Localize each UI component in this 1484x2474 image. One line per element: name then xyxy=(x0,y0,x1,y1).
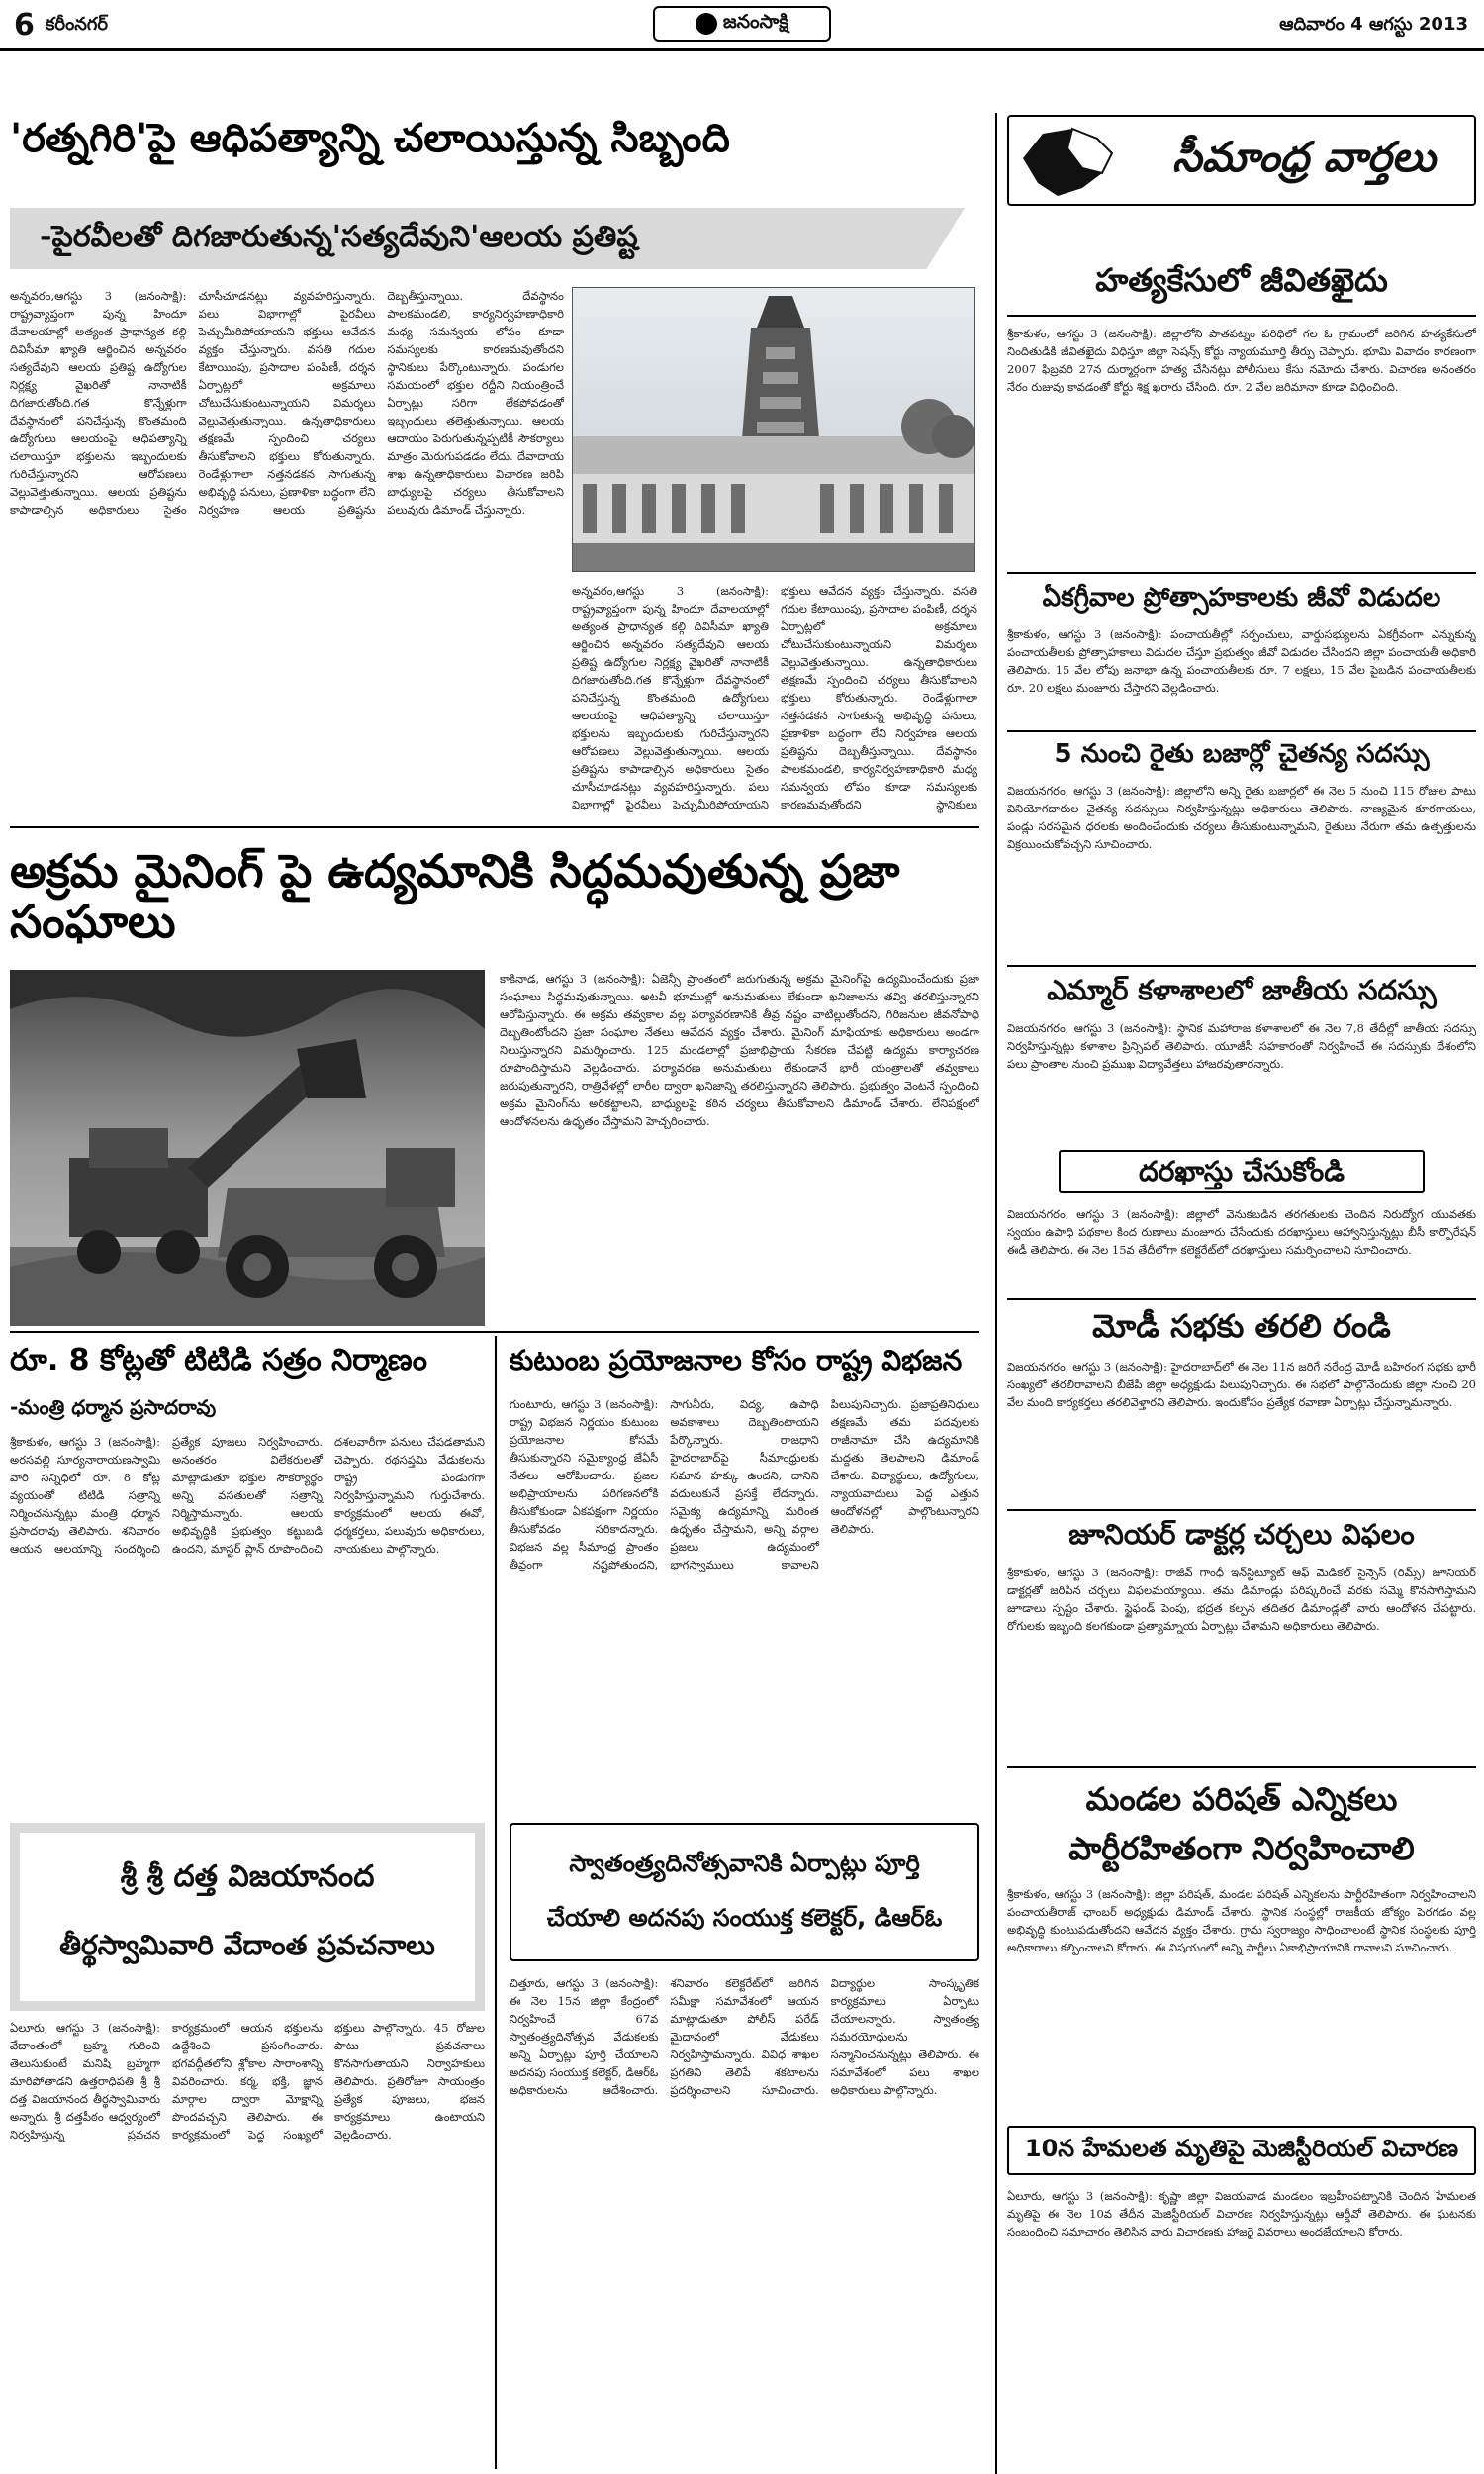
independence-body: చిత్తూరు, ఆగస్టు 3 (జనంసాక్షి): ఈ నెల 15న జిల్లా కేంద్రంలో నిర్వహించే 67వ స్వాతంత్ర్యదినోత్సవ వేడుకలకు అన్ని ఏర్పాట్లు పూర్తి చేయాలని అదనపు సంయుక్త కలెక్టర్, డిఆర్ఓ అధికారులను ఆదేశించారు. శనివారం కలెక్టరేట్‌లో జరిగిన సమీక్షా సమావేశంలో ఆయన మాట్లాడుతూ పోలీస్ పరేడ్ మైదానంలో వేడుకలు నిర్వహిస్తామన్నారు. వివిధ శాఖల ప్రగతిని తెలిపే శకటాలను ప్రదర్శించాలని సూచించారు. విద్యార్థుల సాంస్కృతిక కార్యక్రమాలు ఏర్పాటు చేయాలన్నారు. స్వాతంత్ర్య సమరయోధులను సన్మానించనున్నట్లు తెలిపారు. ఈ సమావేశంలో పలు శాఖల అధికారులు పాల్గొన్నారు. xyxy=(510,1976,979,2097)
datta-body: ఏలూరు, ఆగస్టు 3 (జనంసాక్షి): వేదాంతంలో బ్రహ్మ గురించి తెలుసుకుంటే మనిషి బ్రహ్మగా మారిపోతాడని ఉత్తరాధిపతి శ్రీ శ్రీ దత్త విజయానంద తీర్థస్వామివారు అన్నారు. శ్రీ దత్తపీఠం ఆధ్వర్యంలో నిర్వహిస్తున్న ప్రవచన కార్యక్రమంలో ఆయన భక్తులను ఉద్దేశించి ప్రసంగించారు. భగవద్గీతలోని శ్లోకాల సారాంశాన్ని వివరించారు. కర్మ, భక్తి, జ్ఞాన మార్గాల ద్వారా మోక్షాన్ని పొందవచ్చని తెలిపారు. ఈ కార్యక్రమంలో పెద్ద సంఖ్యలో భక్తులు పాల్గొన్నారు. 45 రోజుల పాటు ప్రవచనాలు కొనసాగుతాయని నిర్వాహకులు తెలిపారు. ప్రతిరోజూ సాయంత్రం ప్రత్యేక పూజలు, భజన కార్యక్రమాలు ఉంటాయని వెల్లడించారు. xyxy=(10,2021,485,2141)
datta-title-box xyxy=(20,1833,475,2001)
ratnagiri-subhead: -పైరవీలతో దిగజారుతున్న'సత్యదేవుని'ఆలయ ప్రతిష్ట xyxy=(40,220,638,254)
ttd-headline: రూ. 8 కోట్లతో టిటిడి సత్రం నిర్మాణం xyxy=(10,1343,427,1378)
mining-excavator-photo xyxy=(10,970,485,1326)
sidebar-story-title-line1: మండల పరిషత్ ఎన్నికలు xyxy=(1085,1780,1398,1818)
temple-photo xyxy=(572,287,975,572)
divider xyxy=(10,1331,979,1333)
datta-headline-line1: శ్రీ శ్రీ దత్త విజయానంద xyxy=(120,1859,375,1894)
divider xyxy=(10,826,979,828)
logo-text: జనంసాక్షి xyxy=(722,10,789,33)
andhra-map-icon xyxy=(1013,119,1132,204)
issue-date: ఆదివారం 4 ఆగస్టు 2013 xyxy=(1279,14,1468,35)
sidebar-story-title: మోడీ సభకు తరలి రండి xyxy=(1092,1307,1391,1345)
ttd-byline: -మంత్రి ధర్మాన ప్రసాదరావు xyxy=(10,1395,217,1419)
sidebar-story-title: 5 నుంచి రైతు బజార్లో చైతన్య సదస్సు xyxy=(1054,739,1430,769)
sidebar-story-title: 10న హేమలత మృతిపై మెజిస్టీరియల్ విచారణ xyxy=(1024,2135,1459,2162)
sidebar-story-title: హత్యకేసులో జీవితఖైదు xyxy=(1095,261,1388,299)
ratnagiri-body-continued: అన్నవరం,ఆగస్టు 3 (జనంసాక్షి): రాష్ట్రవ్యాప్తంగా పున్న హిందూ దేవాలయాల్లో అత్యంత ప్రాధాన్యత కల్గి దివిసీమా ఖ్యాతి ఆర్జించిన అన్నవరం సత్యదేవుని ఆలయ ప్రతిష్ట ఉద్యోగుల నిర్లక్ష్య వైఖరితో నానాటికీ దిగజారుతోంది.గత కొన్నేళ్లుగా దేవస్థానంలో పనిచేస్తున్న కొంతమంది ఉద్యోగులు ఆలయంపై ఆధిపత్యాన్ని చలాయిస్తూ భక్తులను ఇబ్బందులకు గురిచేస్తున్నారని ఆరోపణలు వెల్లువెత్తుతున్నాయి. ఆలయ ప్రతిష్టను కాపాడాల్సిన అధికారులు సైతం చూసీచూడనట్లు వ్యవహరిస్తున్నారు. పలు విభాగాల్లో పైరవీలు పెచ్చుమీరిపోయాయని భక్తులు ఆవేదన వ్యక్తం చేస్తున్నారు. వసతి గదుల కేటాయింపు, ప్రసాదాల పంపిణీ, దర్శన ఏర్పాట్లలో అక్రమాలు చోటుచేసుకుంటున్నాయని విమర్శలు వెల్లువెత్తుతున్నాయి. ఉన్నతాధికారులు తక్షణమే స్పందించి చర్యలు తీసుకోవాలని భక్తులు కోరుతున్నారు. రెండేళ్లుగాలా నత్తనడకన సాగుతున్న అభివృద్ధి పనులు, ప్రణాళికా బద్ధంగా లేని నిర్వహణ ఆలయ ప్రతిష్టను దెబ్బతీస్తున్నాయి. దేవస్థానం పాలకమండలి, కార్యనిర్వహణాధికారి మధ్య సమన్వయ లోపం కూడా సమస్యలకు కారణమవుతోందని స్థానికులు xyxy=(572,584,977,811)
divider xyxy=(1007,965,1476,967)
sidebar-story-title: దరఖాస్తు చేసుకోండి xyxy=(1059,1150,1425,1193)
divider xyxy=(1007,1298,1476,1300)
edition-name: కరీంనగర్ xyxy=(46,14,108,35)
sidebar-story-body: విజయనగరం, ఆగస్టు 3 (జనంసాక్షి): హైదరాబాద్‌లో ఈ నెల 11న జరిగే నరేంద్ర మోడీ బహిరంగ సభకు భారీ సంఖ్యలో తరలిరావాలని బీజేపీ జిల్లా అధ్యక్షుడు పిలుపునిచ్చారు. ఈ సభలో పాల్గొనేందుకు జిల్లా నుంచి 20 వేల మంది కార్యకర్తలు తరలివెళ్తారని తెలిపారు. ఇందుకోసం ప్రత్యేక రవాణా ఏర్పాట్లు చేస్తున్నామన్నారు. xyxy=(1007,1360,1476,1409)
divider xyxy=(1007,1766,1476,1768)
sidebar-story-body: శ్రీకాకుళం, ఆగస్టు 3 (జనంసాక్షి): పంచాయతీల్లో సర్పంచులు, వార్డుసభ్యులను ఏకగ్రీవంగా ఎన్నుకున్న పంచాయతీలకు ప్రోత్సాహకాలు విడుదల చేస్తూ ప్రభుత్వం జీవో విడుదల చేసిందని జిల్లా పంచాయతీ అధికారి తెలిపారు. 15 వేల లోపు జనాభా ఉన్న పంచాయతీలకు రూ. 7 లక్షలు, 15 వేల పైబడిన పంచాయతీలకు రూ. 20 లక్షలు మంజూరు చేస్తారని వెల్లడించారు. xyxy=(1007,627,1476,695)
divider xyxy=(1007,730,1476,732)
seemandhra-banner xyxy=(1007,115,1476,206)
sidebar-story-body: శ్రీకాకుళం, ఆగస్టు 3 (జనంసాక్షి): రాజీవ్ గాంధీ ఇన్‌స్టిట్యూట్ ఆఫ్ మెడికల్ సైన్సెస్ (రిమ్స్) జూనియర్ డాక్టర్లతో జరిపిన చర్చలు విఫలమయ్యాయి. తమ డిమాండ్లు పరిష్కరించే వరకు సమ్మె కొనసాగిస్తామని జూడాలు స్పష్టం చేశారు. స్టైఫండ్ పెంపు, భద్రత కల్పన తదితర డిమాండ్లతో వారు ఆందోళన చేపట్టారు. రోగులకు ఇబ్బంది కలగకుండా ప్రత్యామ్నాయ ఏర్పాట్లు చేశామని అధికారులు తెలిపారు. xyxy=(1007,1566,1476,1633)
sidebar-story-body: విజయనగరం, ఆగస్టు 3 (జనంసాక్షి): జిల్లాలో వెనుకబడిన తరగతులకు చెందిన నిరుద్యోగ యువతకు స్వయం ఉపాధి పథకాల కింద రుణాలు మంజూరు చేసేందుకు దరఖాస్తులు ఆహ్వానిస్తున్నట్లు బీసీ కార్పొరేషన్ ఈడీ తెలిపారు. ఈ నెల 15వ తేదీలోగా కలెక్టరేట్‌లో దరఖాస్తులు సమర్పించాలని సూచించారు. xyxy=(1007,1207,1476,1257)
independence-headline-line2: చేయాలి అదనపు సంయుక్త కలెక్టర్, డిఆర్ఓ xyxy=(546,1904,943,1932)
newspaper-logo xyxy=(653,6,831,42)
page-number: 6 xyxy=(14,8,35,43)
sidebar-story-body: విజయనగరం, ఆగస్టు 3 (జనంసాక్షి): జిల్లాలోని అన్ని రైతు బజార్లలో ఈ నెల 5 నుంచి 115 రోజుల పాటు వినియోగదారుల చైతన్య సదస్సులు నిర్వహిస్తున్నట్లు అధికారులు తెలిపారు. నాణ్యమైన కూరగాయలు, పండ్లు సరసమైన ధరలకు అందించేందుకు చర్యలు తీసుకుంటున్నామని, రైతులు నేరుగా తమ ఉత్పత్తులను విక్రయించుకోవచ్చని సూచించారు. xyxy=(1007,784,1476,851)
sidebar-story-title: ఏకగ్రీవాల ప్రోత్సాహకాలకు జీవో విడుదల xyxy=(1042,583,1441,613)
masthead xyxy=(0,0,1484,51)
datta-headline-line2: తీర్థస్వామివారి వేదాంత ప్రవచనాలు xyxy=(59,1929,435,1961)
seemandhra-banner-title: సీమాంధ్ర వార్తలు xyxy=(1172,133,1436,181)
temple-photo-image xyxy=(573,288,975,572)
divider xyxy=(1007,1509,1476,1511)
ratnagiri-body: అన్నవరం,ఆగస్టు 3 (జనంసాక్షి): రాష్ట్రవ్యాప్తంగా పున్న హిందూ దేవాలయాల్లో అత్యంత ప్రాధాన్యత కల్గి దివిసీమా ఖ్యాతి ఆర్జించిన అన్నవరం సత్యదేవుని ఆలయ ప్రతిష్ట ఉద్యోగుల నిర్లక్ష్య వైఖరితో నానాటికీ దిగజారుతోంది.గత కొన్నేళ్లుగా దేవస్థానంలో పనిచేస్తున్న కొంతమంది ఉద్యోగులు ఆలయంపై ఆధిపత్యాన్ని చలాయిస్తూ భక్తులను ఇబ్బందులకు గురిచేస్తున్నారని ఆరోపణలు వెల్లువెత్తుతున్నాయి. ఆలయ ప్రతిష్టను కాపాడాల్సిన అధికారులు సైతం చూసీచూడనట్లు వ్యవహరిస్తున్నారు. పలు విభాగాల్లో పైరవీలు పెచ్చుమీరిపోయాయని భక్తులు ఆవేదన వ్యక్తం చేస్తున్నారు. వసతి గదుల కేటాయింపు, ప్రసాదాల పంపిణీ, దర్శన ఏర్పాట్లలో అక్రమాలు చోటుచేసుకుంటున్నాయని విమర్శలు వెల్లువెత్తుతున్నాయి. ఉన్నతాధికారులు తక్షణమే స్పందించి చర్యలు తీసుకోవాలని భక్తులు కోరుతున్నారు. రెండేళ్లుగాలా నత్తనడకన సాగుతున్న అభివృద్ధి పనులు, ప్రణాళికా బద్ధంగా లేని నిర్వహణ ఆలయ ప్రతిష్టను దెబ్బతీస్తున్నాయి. దేవస్థానం పాలకమండలి, కార్యనిర్వహణాధికారి మధ్య సమన్వయ లోపం కూడా సమస్యలకు కారణమవుతోందని స్థానికులు పేర్కొంటున్నారు. పండుగల సమయంలో భక్తుల రద్దీని నియంత్రించే ఏర్పాట్లు సరిగా లేకపోవడంతో ఇబ్బందులు తలెత్తుతున్నాయి. ఆలయ ఆదాయం పెరుగుతున్నప్పటికీ సౌకర్యాలు మాత్రం మెరుగుపడడం లేదు. దేవాదాయ శాఖ ఉన్నతాధికారులు విచారణ జరిపి బాధ్యులపై చర్యలు తీసుకోవాలని పలువురు డిమాండ్ చేస్తున్నారు. xyxy=(10,289,564,517)
mining-photo-image xyxy=(10,970,485,1326)
ttd-body: శ్రీకాకుళం, ఆగస్టు 3 (జనంసాక్షి): అరసవల్లి సూర్యనారాయణస్వామి వారి సన్నిధిలో రూ. 8 కోట్ల వ్యయంతో టిటిడి సత్రాన్ని నిర్మించనున్నట్లు మంత్రి ధర్మాన ప్రసాదరావు తెలిపారు. శనివారం ఆయన ఆలయాన్ని సందర్శించి ప్రత్యేక పూజలు నిర్వహించారు. అనంతరం విలేకరులతో మాట్లాడుతూ భక్తుల సౌకర్యార్థం అన్ని వసతులతో సత్రాన్ని నిర్మిస్తామన్నారు. ఆలయ అభివృద్ధికి ప్రభుత్వం కట్టుబడి ఉందని, మాస్టర్ ప్లాన్ రూపొందించి దశలవారీగా పనులు చేపడతామని చెప్పారు. రథసప్తమి వేడుకలను రాష్ట్ర పండుగగా నిర్వహిస్తున్నామని గుర్తుచేశారు. కార్యక్రమంలో ఆలయ ఈవో, ధర్మకర్తలు, పలువురు అధికారులు, నాయకులు పాల్గొన్నారు. xyxy=(10,1435,485,1556)
sidebar-story-title: ఎమ్మార్ కళాశాలలో జాతీయ సదస్సు xyxy=(1047,974,1437,1006)
mining-body: కాకినాడ, ఆగస్టు 3 (జనంసాక్షి): ఏజెన్సీ ప్రాంతంలో జరుగుతున్న అక్రమ మైనింగ్‌పై ఉద్యమించేందుకు ప్రజా సంఘాలు సిద్ధమవుతున్నాయి. అటవీ భూముల్లో అనుమతులు లేకుండా ఖనిజాలను తవ్వి తరలిస్తున్నారని ఆరోపిస్తున్నారు. ఈ అక్రమ తవ్వకాల వల్ల పర్యావరణానికి తీవ్ర నష్టం వాటిల్లుతోందని, గిరిజనుల జీవనోపాధి దెబ్బతింటోందని ప్రజా సంఘాల నేతలు ఆవేదన వ్యక్తం చేశారు. మైనింగ్ మాఫియాకు అధికారులు అండగా నిలుస్తున్నారని విమర్శించారు. 125 మండలాల్లో ప్రజాభిప్రాయ సేకరణ చేపట్టి ఉద్యమ కార్యాచరణ రూపొందిస్తామని వెల్లడించారు. పర్యావరణ అనుమతులు లేకుండానే భారీ యంత్రాలతో తవ్వకాలు జరుపుతున్నారని, రాత్రివేళల్లో లారీల ద్వారా ఖనిజాన్ని తరలిస్తున్నారని తెలిపారు. ప్రభుత్వం వెంటనే స్పందించి అక్రమ మైనింగ్‌ను అరికట్టాలని, బాధ్యులపై కఠిన చర్యలు తీసుకోవాలని డిమాండ్ చేశారు. లేనిపక్షంలో ఆందోళనలను ఉధృతం చేస్తామని హెచ్చరించారు. xyxy=(500,972,979,1128)
ratnagiri-headline: 'రత్నగిరి'పై ఆధిపత్యాన్ని చలాయిస్తున్న సిబ్బంది xyxy=(10,116,730,161)
column-divider xyxy=(495,1336,497,2469)
divider xyxy=(1007,315,1476,317)
independence-title-box xyxy=(510,1823,979,1961)
logo-mark-icon xyxy=(696,13,717,35)
sidebar-story-body: శ్రీకాకుళం, ఆగస్టు 3 (జనంసాక్షి): జిల్లా పరిషత్, మండల పరిషత్ ఎన్నికలను పార్టీరహితంగా నిర్వహించాలని పంచాయతీరాజ్ ఛాంబర్ అధ్యక్షుడు డిమాండ్ చేశారు. స్థానిక సంస్థల్లో రాజకీయ జోక్యం పెరగడం వల్ల అభివృద్ధి కుంటుపడుతోందని ఆవేదన వ్యక్తం చేశారు. గ్రామ స్వరాజ్యం సాధించాలంటే స్థానిక సంస్థలకు పూర్తి అధికారాలు కల్పించాలని కోరారు. ఈ విషయంలో అన్ని పార్టీలు ఏకాభిప్రాయానికి రావాలని సూచించారు. xyxy=(1007,1887,1476,1954)
divider xyxy=(1007,572,1476,574)
mining-headline: అక్రమ మైనింగ్ పై ఉద్యమానికి సిద్ధమవుతున్న ప్రజా సంఘాలు xyxy=(10,844,900,948)
sidebar-story-title: జూనియర్ డాక్టర్ల చర్చలు విఫలం xyxy=(1068,1518,1415,1551)
division-headline: కుటుంబ ప్రయోజనాల కోసం రాష్ట్ర విభజన xyxy=(510,1344,963,1377)
sidebar-story-body: ఏలూరు, ఆగస్టు 3 (జనంసాక్షి): కృష్ణా జిల్లా విజయవాడ మండలం ఇబ్రహీంపట్నానికి చెందిన హేమలత మృతిపై ఈ నెల 10వ తేదీన మెజిస్టీరియల్ విచారణ నిర్వహిస్తున్నట్లు ఆర్డీవో తెలిపారు. ఈ ఘటనకు సంబంధించి సమాచారం తెలిసిన వారు విచారణకు హాజరై వివరాలు అందజేయాలని కోరారు. xyxy=(1007,2189,1476,2238)
independence-headline-line1: స్వాతంత్ర్యదినోత్సవానికి ఏర్పాట్లు పూర్తి xyxy=(569,1850,920,1877)
division-body: గుంటూరు, ఆగస్టు 3 (జనంసాక్షి): రాష్ట్ర విభజన నిర్ణయం కుటుంబ ప్రయోజనాల కోసమే తీసుకున్నారని సమైక్యాంధ్ర జేఏసీ నేతలు ఆరోపించారు. ప్రజల అభిప్రాయాలను పరిగణనలోకి తీసుకోకుండా ఏకపక్షంగా నిర్ణయం తీసుకోవడం సరికాదన్నారు. విభజన వల్ల సీమాంధ్ర ప్రాంతం తీవ్రంగా నష్టపోతుందని, సాగునీరు, విద్య, ఉపాధి అవకాశాలు దెబ్బతింటాయని పేర్కొన్నారు. రాజధాని హైదరాబాద్‌పై సీమాంధ్రులకు సమాన హక్కు ఉందని, దానిని వదులుకునే ప్రసక్తే లేదన్నారు. సమైక్య ఉద్యమాన్ని మరింత ఉధృతం చేస్తామని, అన్ని వర్గాల ప్రజలు ఉద్యమంలో భాగస్వాములు కావాలని పిలుపునిచ్చారు. ప్రజాప్రతినిధులు తక్షణమే తమ పదవులకు రాజీనామా చేసి ఉద్యమానికి మద్దతు తెలపాలని డిమాండ్ చేశారు. విద్యార్థులు, ఉద్యోగులు, న్యాయవాదులు పెద్ద ఎత్తున ఆందోళనల్లో పాల్గొంటున్నారని తెలిపారు. xyxy=(510,1397,979,1571)
sidebar-story-body: శ్రీకాకుళం, ఆగస్టు 3 (జనంసాక్షి): జిల్లాలోని పాతపట్నం పరిధిలో గల ఓ గ్రామంలో జరిగిన హత్యకేసులో నిందితుడికి జీవితఖైదు విధిస్తూ జిల్లా సెషన్స్ కోర్టు న్యాయమూర్తి తీర్పు చెప్పారు. భూమి వివాదం కారణంగా 2007 ఫిబ్రవరి 27న దుర్మార్గంగా హత్య చేసినట్లు పోలీసులు కేసు నమోదు చేశారు. విచారణ అనంతరం నేరం రుజువు కావడంతో కోర్టు శిక్ష ఖరారు చేసింది. రూ. 2 వేల జరిమానా కూడా విధించింది. xyxy=(1007,327,1476,394)
sidebar-story-body: విజయనగరం, ఆగస్టు 3 (జనంసాక్షి): స్థానిక మహారాజ కళాశాలలో ఈ నెల 7,8 తేదీల్లో జాతీయ సదస్సు నిర్వహిస్తున్నట్లు కళాశాల ప్రిన్సిపల్ తెలిపారు. యూజీసీ సహకారంతో నిర్వహించే ఈ సదస్సుకు దేశంలోని పలు ప్రాంతాల నుంచి ప్రముఖ విద్యావేత్తలు హాజరవుతారన్నారు. xyxy=(1007,1021,1476,1071)
sidebar-story-title-line2: పార్టీరహితంగా నిర్వహించాలి xyxy=(1068,1830,1415,1867)
